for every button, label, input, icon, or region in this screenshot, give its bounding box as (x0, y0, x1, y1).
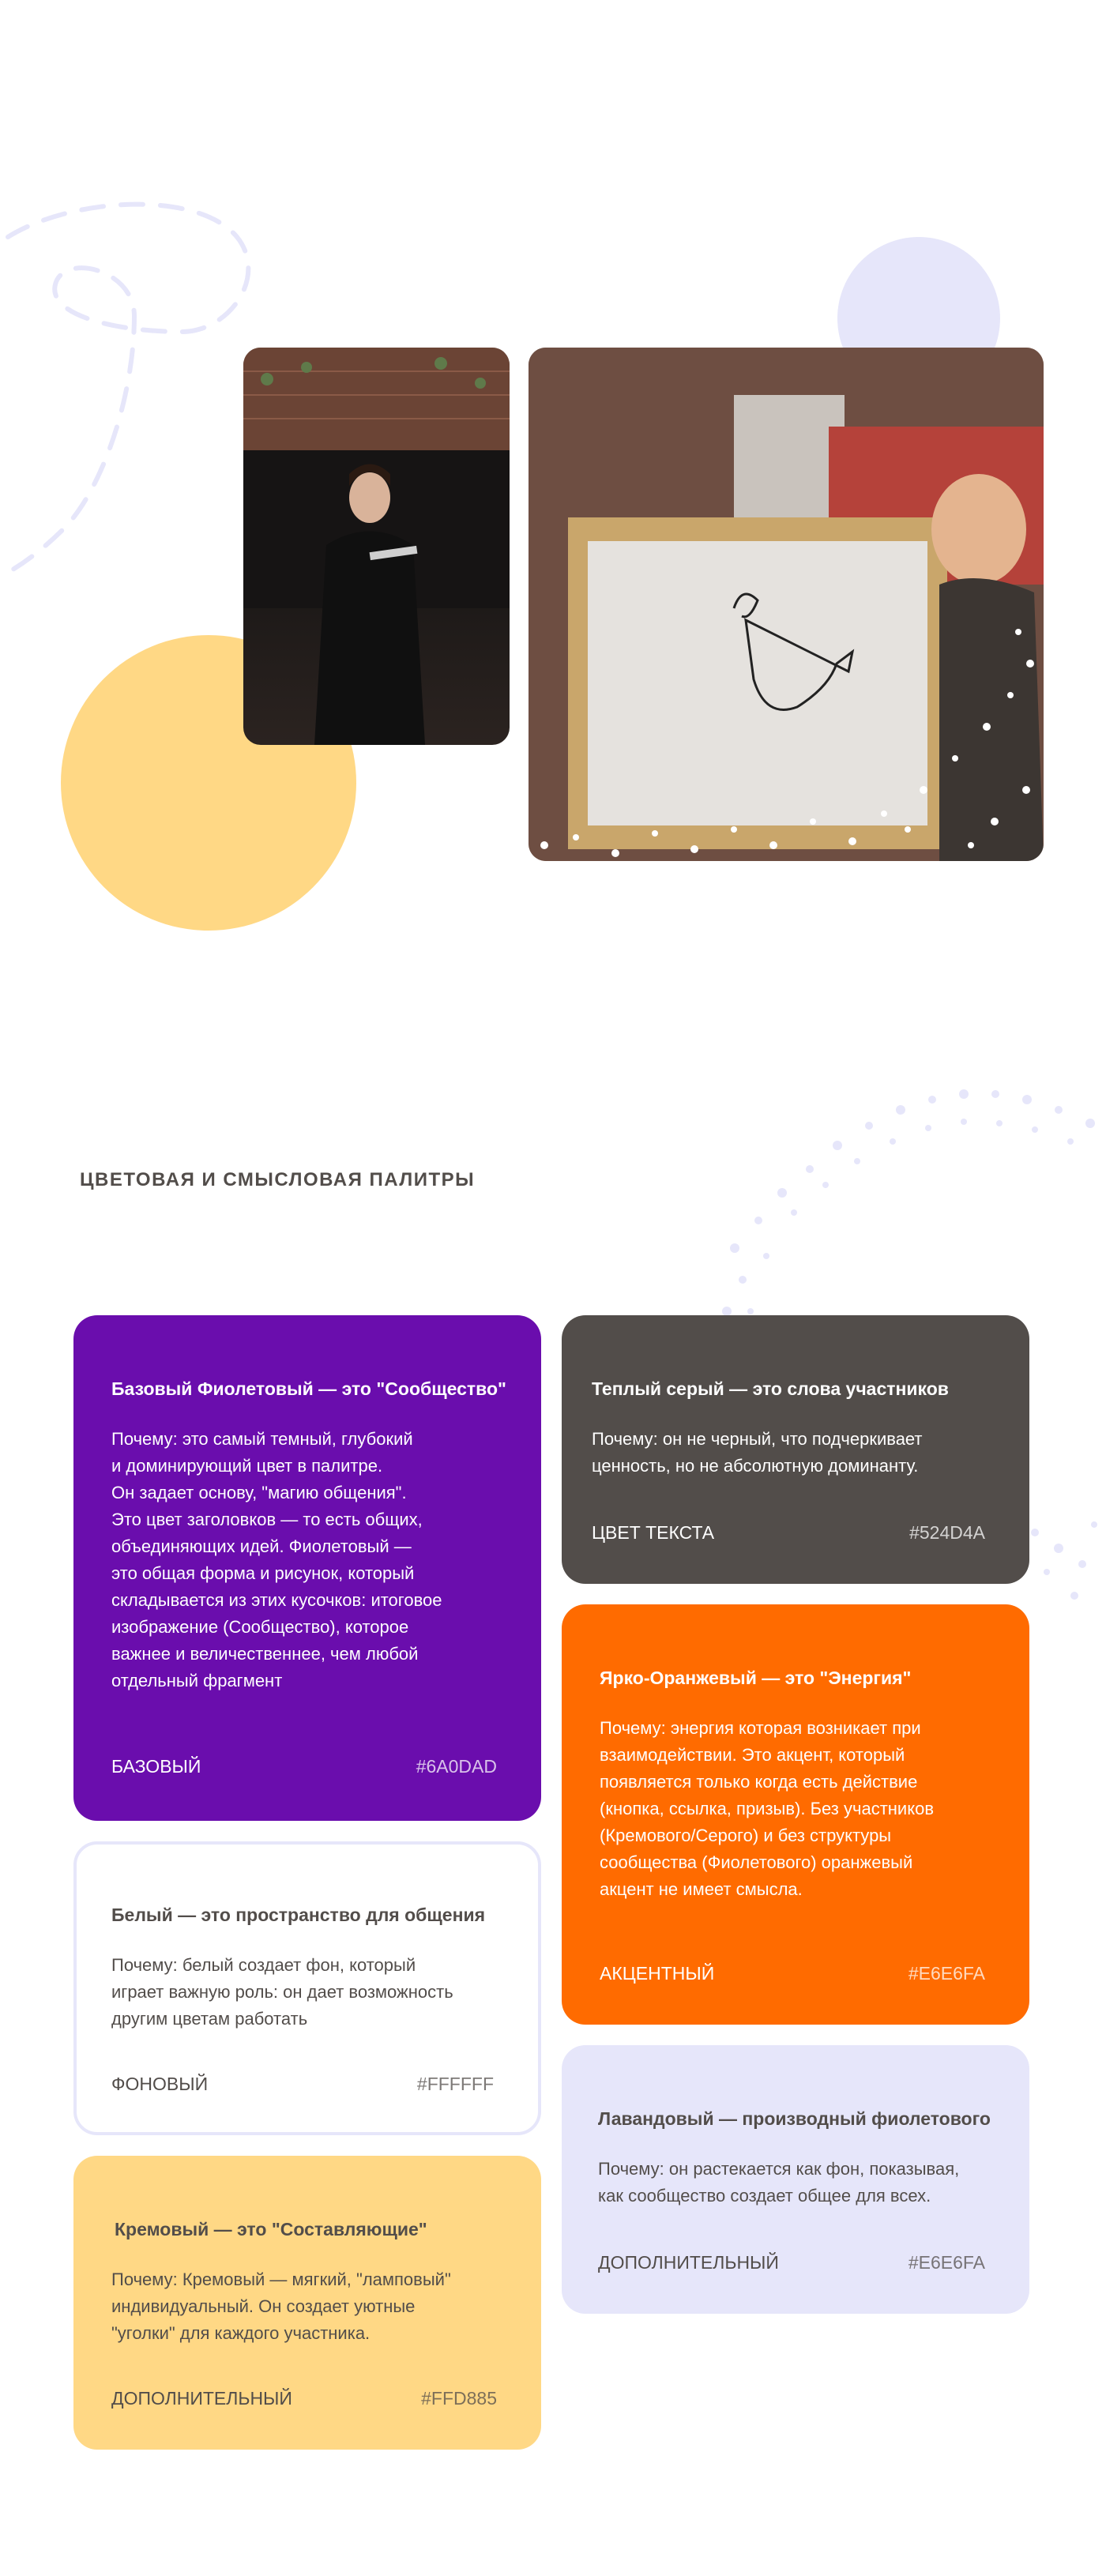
palette-card-warm-gray (562, 1315, 1029, 1584)
card-role-label: ЦВЕТ ТЕКСТА (592, 1522, 715, 1543)
card-role-label: АКЦЕНТНЫЙ (600, 1963, 715, 1984)
card-description: Почему: он растекается как фон, показывая, как сообщество создает общее для всех. (598, 2159, 960, 2206)
photo-drawing-easel (529, 348, 1044, 861)
palette-card-lavender (562, 2045, 1029, 2314)
card-hex-code: #524D4A (909, 1522, 985, 1543)
card-description: Почему: Кремовый — мягкий, "ламповый" индивидуальный. Он создает уютные "уголки" для каждого участника. (111, 2270, 451, 2343)
card-description: Почему: это самый темный, глубокий и доминирующий цвет в палитре. Он задает основу, "магию общения". Это цвет заголовков — то есть общих, объединяющих идей. Фиолетовый — это общая форма и рисунок, который складывается из этих кусочков: итоговое изображение (Сообщество), которое важнее и величественнее, чем любой отдельный фрагмент (111, 1429, 442, 1690)
dashed-swirl-decoration (0, 190, 261, 600)
card-role-label: ДОПОЛНИТЕЛЬНЫЙ (111, 2388, 292, 2409)
card-role-label: ФОНОВЫЙ (111, 2074, 209, 2094)
card-role-label: БАЗОВЫЙ (111, 1756, 201, 1777)
photo-man-with-phone (243, 348, 510, 745)
card-hex-code: #E6E6FA (908, 1963, 985, 1984)
palette-card-violet (73, 1315, 541, 1821)
card-title: Лавандовый — производный фиолетового (598, 2108, 991, 2129)
card-role-label: ДОПОЛНИТЕЛЬНЫЙ (598, 2252, 779, 2273)
card-description: Почему: белый создает фон, который играет важную роль: он дает возможность другим цветам работать (111, 1955, 453, 2029)
card-title: Ярко-Оранжевый — это "Энергия" (600, 1668, 912, 1688)
card-hex-code: #FFFFFF (416, 2074, 494, 2094)
card-title: Теплый серый — это слова участников (592, 1378, 949, 1399)
card-description: Почему: он не черный, что подчеркивает ценность, но не абсолютную доминанту. (592, 1429, 923, 1476)
palette-card-white (73, 1841, 541, 2135)
card-title: Белый — это пространство для общения (111, 1905, 486, 1925)
card-hex-code: #6A0DAD (416, 1756, 497, 1777)
card-hex-code: #E6E6FA (908, 2252, 985, 2273)
palette-card-orange (562, 1604, 1029, 2025)
section-title: ЦВЕТОВАЯ И СМЫСЛОВАЯ ПАЛИТРЫ (80, 1169, 476, 1190)
card-hex-code: #FFD885 (421, 2388, 497, 2409)
palette-card-cream (73, 2156, 541, 2450)
card-title: Кремовый — это "Составляющие" (115, 2219, 427, 2239)
card-description: Почему: энергия которая возникает при взаимодействии. Это акцент, который появляется только когда есть действие (кнопка, ссылка, призыв). Без участников (Кремового/Серого) и без структуры сообщества (Фиолетового) оранжевый акцент не имеет смысла. (600, 1718, 935, 1899)
card-title: Базовый Фиолетовый — это "Сообщество" (111, 1378, 506, 1399)
